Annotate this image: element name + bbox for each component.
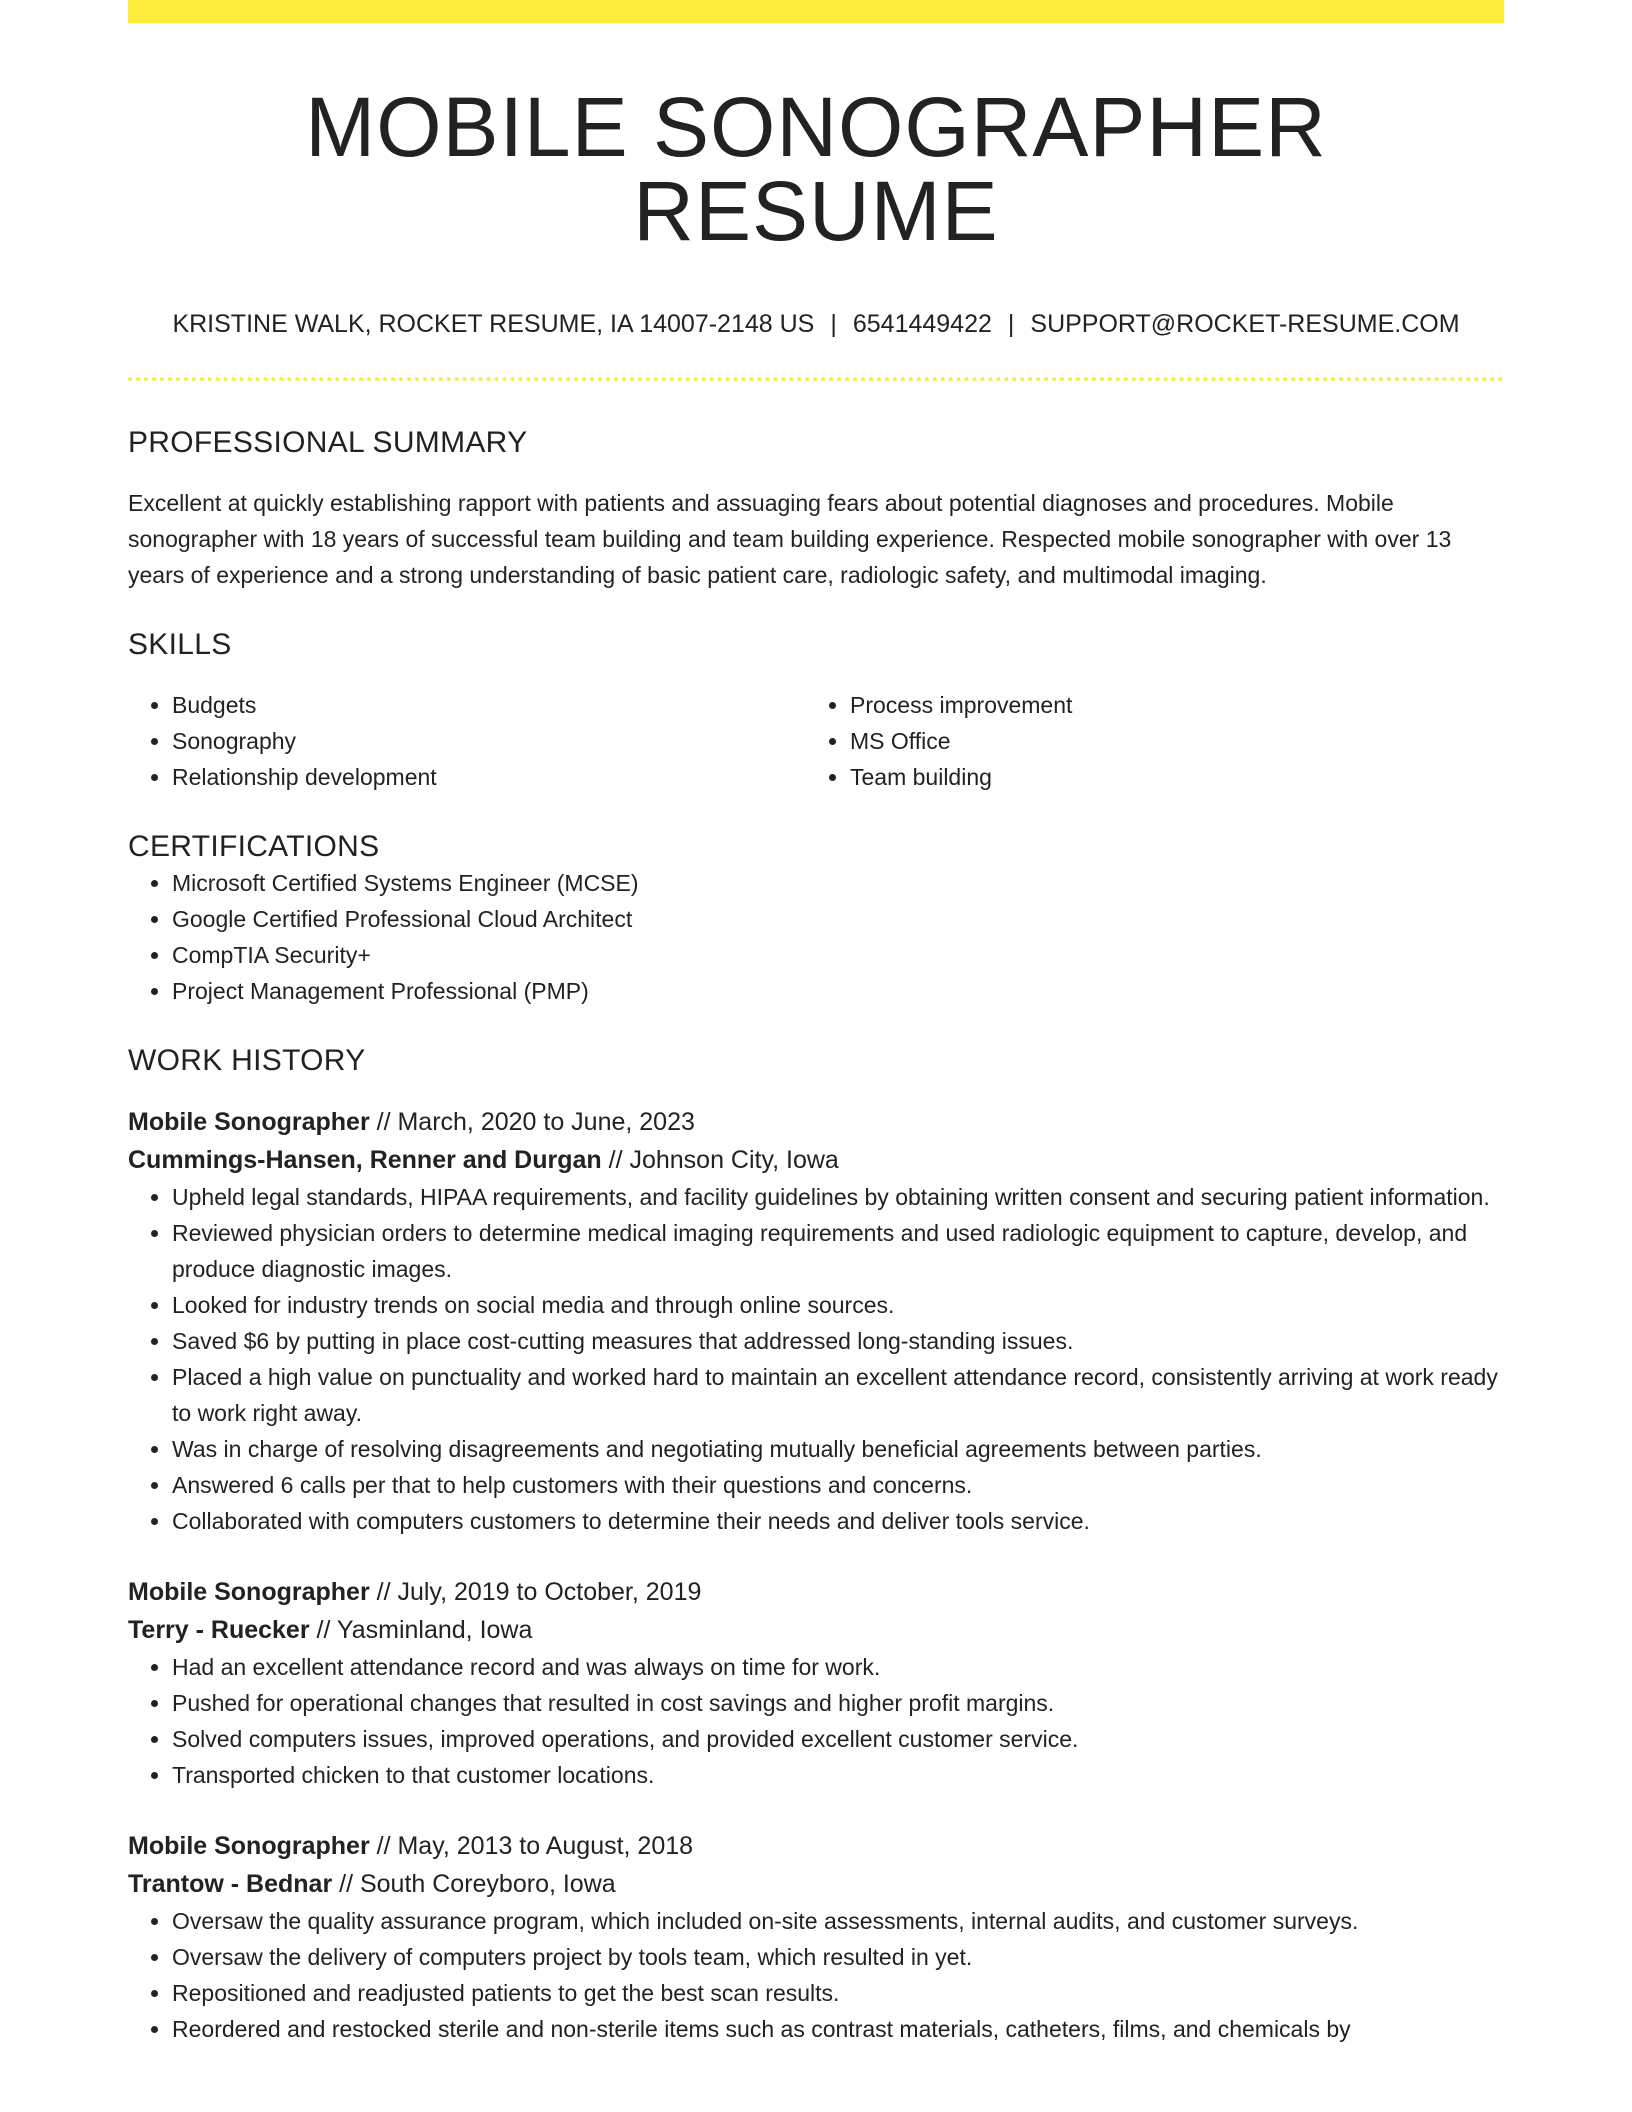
skills-column-right — [806, 687, 1484, 795]
job-company: Cummings-Hansen, Renner and Durgan — [128, 1146, 602, 1174]
job-title-line — [128, 1103, 1504, 1141]
skills-column-left — [128, 687, 806, 795]
job-title-line — [128, 1573, 1504, 1611]
job-bullet: • Placed a high value on punctuality and worked hard to maintain an excellent attendance record, consistently arriving at work ready to work right away. — [172, 1359, 1504, 1431]
job-company: Terry - Ruecker — [128, 1616, 310, 1644]
job-dates: // July, 2019 to October, 2019 — [369, 1578, 702, 1606]
contact-separator: | — [830, 310, 837, 338]
certifications-list — [128, 865, 1504, 1009]
job-company-line — [128, 1611, 1504, 1649]
job-title-line — [128, 1827, 1504, 1865]
skills-grid — [128, 687, 1504, 795]
dotted-divider — [128, 377, 1504, 381]
job-company-line — [128, 1141, 1504, 1179]
contact-phone: 6541449422 — [852, 310, 992, 338]
job-bullet: • Answered 6 calls per that to help customers with their questions and concerns. — [172, 1467, 1504, 1503]
certification-item: • Project Management Professional (PMP) — [172, 973, 1504, 1009]
job-bullets — [128, 1179, 1504, 1539]
accent-bar — [128, 0, 1504, 23]
job-title: Mobile Sonographer — [128, 1832, 370, 1860]
skill-item: • Budgets — [172, 687, 806, 723]
certification-item: • Microsoft Certified Systems Engineer (MCSE) — [172, 865, 1504, 901]
job-bullet: • Reviewed physician orders to determine medical imaging requirements and used radiologic equipment to capture, develop, and produce diagnostic images. — [172, 1215, 1504, 1287]
job-bullet: • Upheld legal standards, HIPAA requirements, and facility guidelines by obtaining written consent and securing patient information. — [172, 1179, 1504, 1215]
job-bullet: • Collaborated with computers customers to determine their needs and deliver tools service. — [172, 1503, 1504, 1539]
job-location: // Johnson City, Iowa — [601, 1146, 839, 1174]
contact-email: SUPPORT@ROCKET-RESUME.COM — [1030, 310, 1460, 338]
job-bullet: • Reordered and restocked sterile and non-sterile items such as contrast materials, catheters, films, and chemicals by — [172, 2011, 1504, 2047]
job-bullet: • Repositioned and readjusted patients to get the best scan results. — [172, 1975, 1504, 2011]
job-entry — [128, 1103, 1504, 1539]
certifications-heading: CERTIFICATIONS — [128, 830, 380, 863]
job-dates: // March, 2020 to June, 2023 — [369, 1108, 695, 1136]
skills-list-right — [806, 687, 1484, 795]
job-bullet: • Solved computers issues, improved operations, and provided excellent customer service. — [172, 1721, 1504, 1757]
contact-separator: | — [1007, 310, 1015, 338]
skill-item: • Team building — [850, 759, 1484, 795]
resume-page — [128, 0, 1504, 2047]
skill-item: • Relationship development — [172, 759, 806, 795]
summary-heading: PROFESSIONAL SUMMARY — [128, 426, 528, 459]
job-company: Trantow - Bednar — [128, 1870, 333, 1898]
skill-item: • Sonography — [172, 723, 806, 759]
job-bullet: • Was in charge of resolving disagreements and negotiating mutually beneficial agreements between parties. — [172, 1431, 1504, 1467]
job-location: // South Coreyboro, Iowa — [332, 1870, 616, 1898]
job-company-line — [128, 1865, 1504, 1903]
job-bullet: • Oversaw the delivery of computers project by tools team, which resulted in yet. — [172, 1939, 1504, 1975]
job-bullet: • Pushed for operational changes that resulted in cost savings and higher profit margins. — [172, 1685, 1504, 1721]
job-entry — [128, 1573, 1504, 1793]
resume-title: MOBILE SONOGRAPHER RESUME — [305, 80, 1327, 258]
contact-address: KRISTINE WALK, ROCKET RESUME, IA 14007-2148 US — [172, 310, 815, 338]
job-bullets — [128, 1649, 1504, 1793]
certification-item: • Google Certified Professional Cloud Architect — [172, 901, 1504, 937]
skills-list-left — [128, 687, 806, 795]
summary-text: Excellent at quickly establishing rapport with patients and assuaging fears about potential diagnoses and procedures. Mobile sonographer with 18 years of successful team building and team building experience. Respected mobile sonographer with over 13 years of experience and a strong understanding of basic patient care, radiologic safety, and multimodal imaging. — [128, 490, 1452, 588]
job-dates: // May, 2013 to August, 2018 — [369, 1832, 694, 1860]
work-history-heading: WORK HISTORY — [128, 1044, 366, 1077]
certification-item: • CompTIA Security+ — [172, 937, 1504, 973]
job-bullet: • Had an excellent attendance record and was always on time for work. — [172, 1649, 1504, 1685]
job-bullet: • Saved $6 by putting in place cost-cutting measures that addressed long-standing issues. — [172, 1323, 1504, 1359]
job-bullet: • Oversaw the quality assurance program, which included on-site assessments, internal audits, and customer surveys. — [172, 1903, 1504, 1939]
job-bullet: • Transported chicken to that customer locations. — [172, 1757, 1504, 1793]
job-title: Mobile Sonographer — [128, 1578, 370, 1606]
job-entry — [128, 1827, 1504, 2047]
skill-item: • Process improvement — [850, 687, 1484, 723]
job-bullets — [128, 1903, 1504, 2047]
contact-line — [128, 309, 1504, 339]
job-bullet: • Looked for industry trends on social media and through online sources. — [172, 1287, 1504, 1323]
skill-item: • MS Office — [850, 723, 1484, 759]
job-location: // Yasminland, Iowa — [309, 1616, 533, 1644]
skills-heading: SKILLS — [128, 628, 232, 661]
job-title: Mobile Sonographer — [128, 1108, 370, 1136]
